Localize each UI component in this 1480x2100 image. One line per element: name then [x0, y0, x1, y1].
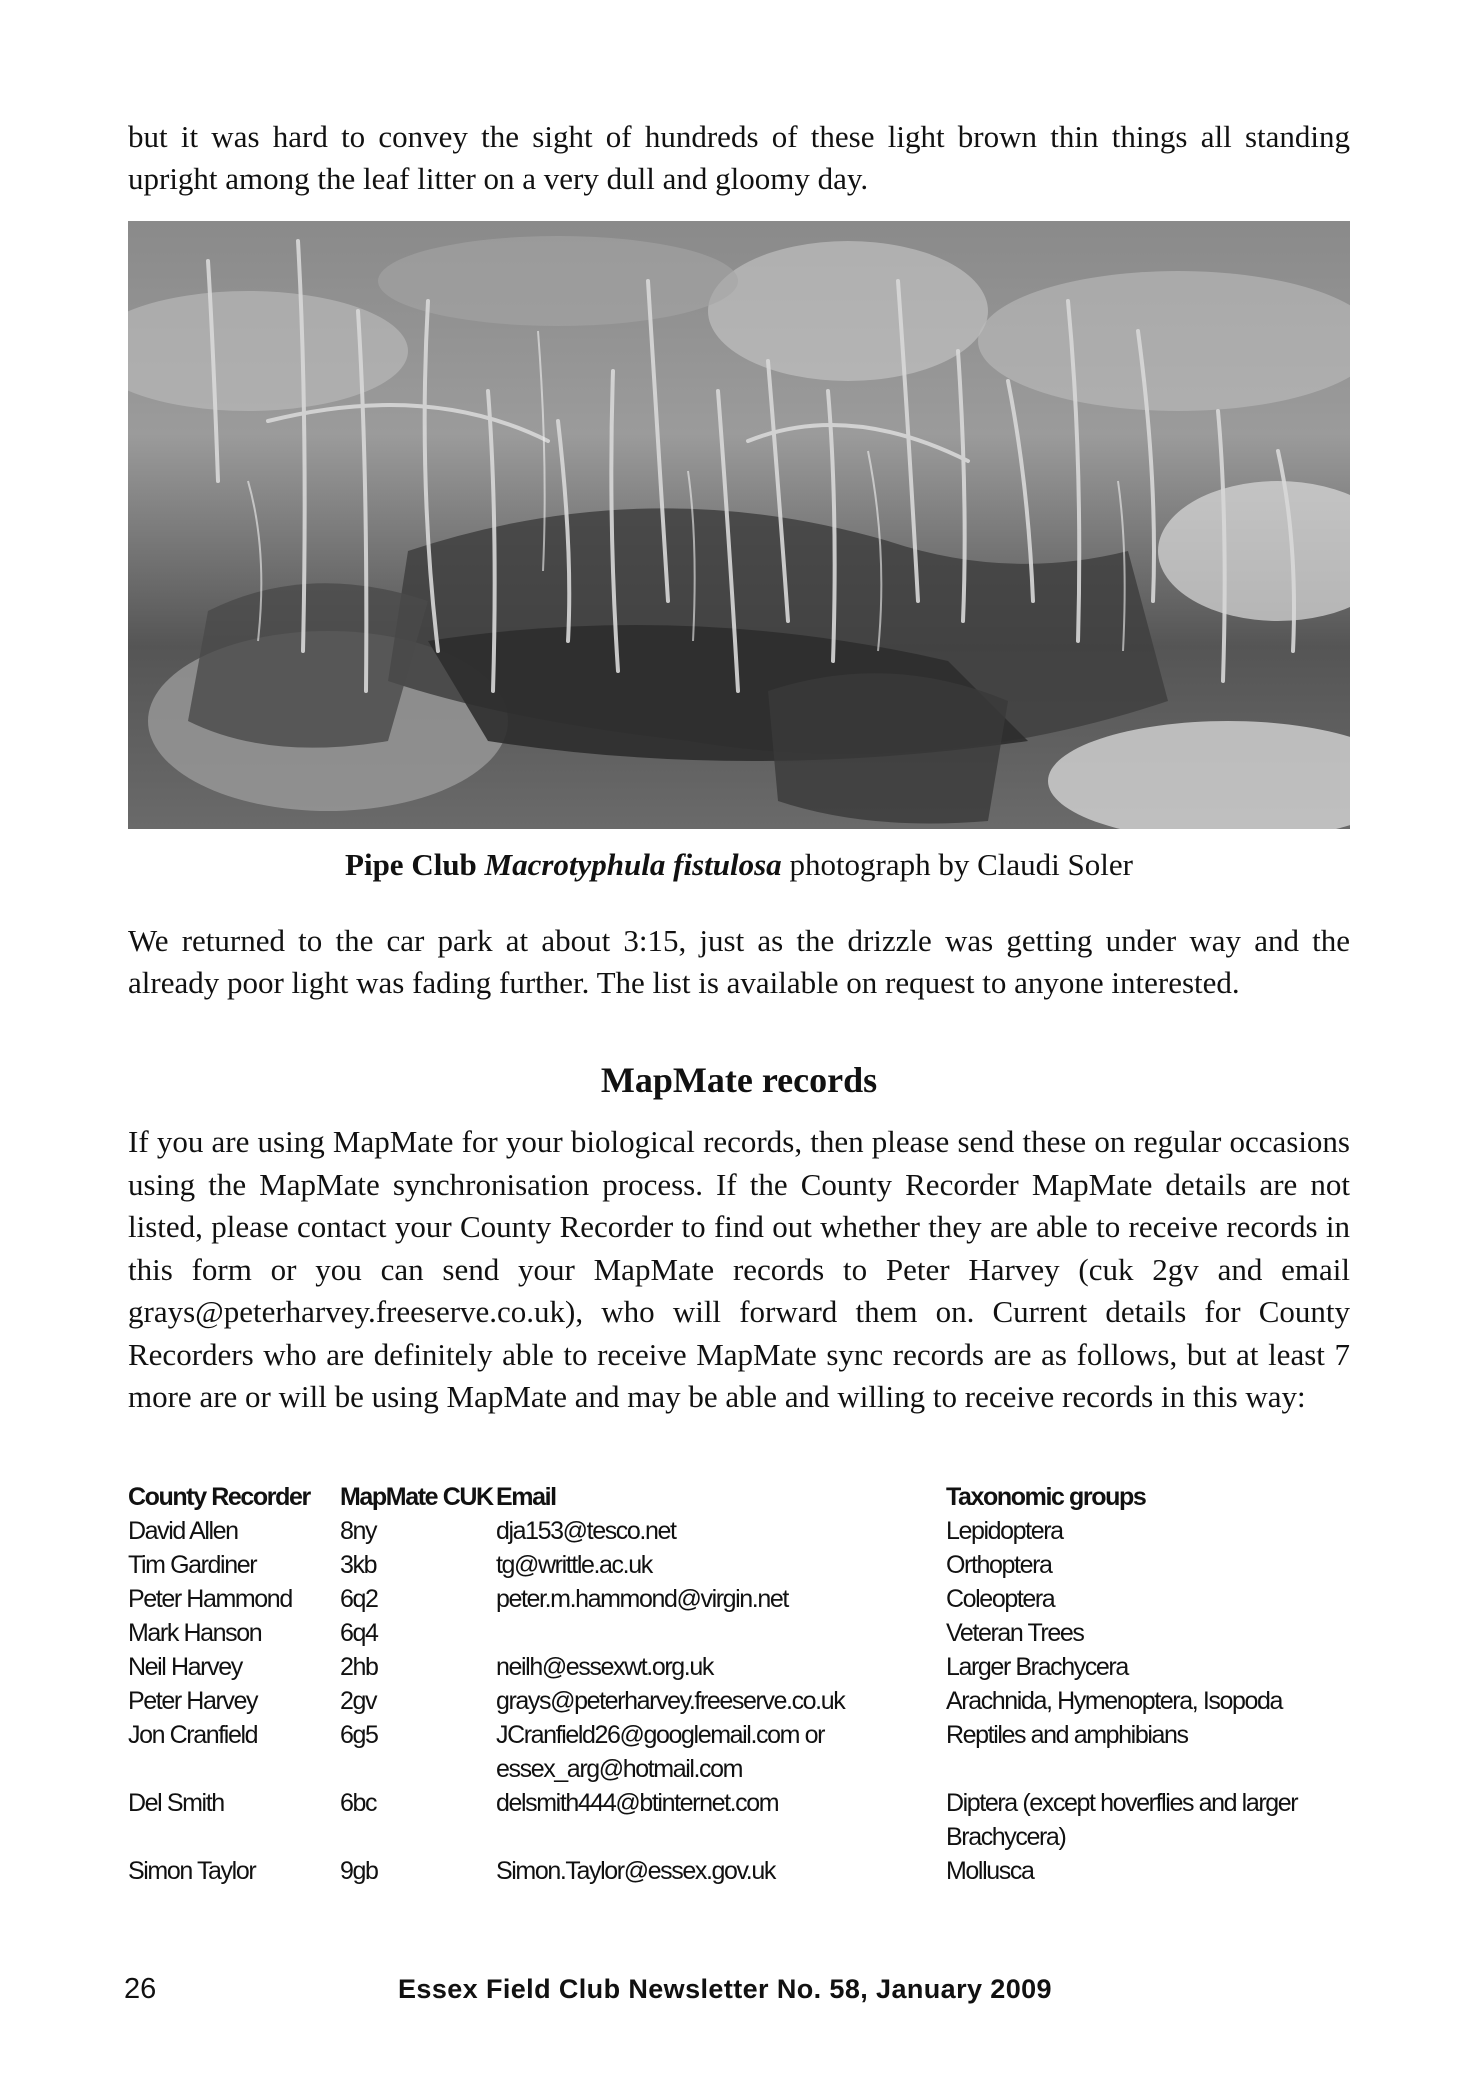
returned-paragraph: We returned to the car park at about 3:15, just as the drizzle was getting under way and the already poor light was fading further. The list is available on request to anyone interested. [128, 923, 1350, 1000]
cell-recorder: Mark Hanson [128, 1619, 262, 1647]
header-county-recorder: County Recorder [128, 1483, 310, 1511]
header-email: Email [496, 1483, 556, 1511]
header-mapmate-cuk: MapMate CUK [340, 1483, 493, 1511]
cell-email[interactable]: grays@peterharvey.freeserve.co.uk [496, 1687, 845, 1715]
cell-cuk: 2gv [340, 1687, 377, 1715]
cell-cuk: 6q2 [340, 1585, 378, 1613]
cell-recorder: Neil Harvey [128, 1653, 242, 1681]
cell-groups: Reptiles and amphibians [946, 1721, 1188, 1749]
table-row [128, 1514, 1366, 1548]
cell-cuk: 8ny [340, 1517, 377, 1545]
table-row [128, 1616, 1366, 1650]
cell-email [496, 1616, 946, 1650]
cell-email[interactable]: tg@writtle.ac.uk [496, 1551, 652, 1579]
cell-recorder: Peter Hammond [128, 1585, 292, 1613]
footer-title: Essex Field Club Newsletter No. 58, January 2009 [398, 1974, 1052, 2004]
cell-groups: Lepidoptera [946, 1517, 1063, 1545]
photo-macrotyphula-fistulosa [128, 221, 1350, 829]
cell-groups: Larger Brachycera [946, 1653, 1128, 1681]
cell-recorder: Simon Taylor [128, 1857, 256, 1885]
cell-groups: Veteran Trees [946, 1619, 1084, 1647]
caption-species: Macrotyphula fistulosa [484, 847, 782, 882]
table-row [128, 1684, 1366, 1718]
photo-caption [128, 845, 1350, 885]
header-taxonomic-groups: Taxonomic groups [946, 1483, 1146, 1511]
recorders-table [128, 1480, 1366, 1888]
table-header-row [128, 1480, 1366, 1514]
cell-cuk: 6q4 [340, 1619, 378, 1647]
cell-recorder: Jon Cranfield [128, 1721, 258, 1749]
mapmate-paragraph: If you are using MapMate for your biological records, then please send these on regular occasions using the MapMate synchronisation process. If the County Recorder MapMate details are not listed, please contact your County Recorder to find out whether they are able to receive records in this form or you can send your MapMate records to Peter Harvey (cuk 2gv and email grays@peterharvey.freeserve.co.uk), who will forward them on. Current details for County Recorders who are definitely able to receive MapMate sync records are as follows, but at least 7 more are or will be using MapMate and may be able and willing to receive records in this way: [128, 1124, 1350, 1414]
cell-email[interactable]: delsmith444@btinternet.com [496, 1789, 779, 1817]
cell-cuk: 6bc [340, 1789, 377, 1817]
cell-groups: Arachnida, Hymenoptera, Isopoda [946, 1687, 1282, 1715]
cell-email[interactable]: JCranfield26@googlemail.com or essex_arg@hotmail.com [496, 1721, 824, 1783]
cell-recorder: Tim Gardiner [128, 1551, 257, 1579]
table-row [128, 1650, 1366, 1684]
cell-email[interactable]: neilh@essexwt.org.uk [496, 1653, 713, 1681]
page-number: 26 [124, 1973, 157, 2005]
cell-email[interactable]: peter.m.hammond@virgin.net [496, 1585, 788, 1613]
table-row [128, 1548, 1366, 1582]
cell-groups: Coleoptera [946, 1585, 1055, 1613]
intro-paragraph: but it was hard to convey the sight of hundreds of these light brown thin things all standing upright among the leaf litter on a very dull and gloomy day. [128, 119, 1350, 196]
cell-cuk: 6g5 [340, 1721, 378, 1749]
section-heading: MapMate records [600, 1060, 878, 1100]
cell-recorder: David Allen [128, 1517, 238, 1545]
table-row [128, 1582, 1366, 1616]
cell-groups: Diptera (except hoverflies and larger Brachycera) [946, 1789, 1298, 1851]
cell-email[interactable]: Simon.Taylor@essex.gov.uk [496, 1857, 775, 1885]
caption-suffix: photograph by Claudi Soler [781, 847, 1133, 882]
photo-graphic [128, 221, 1350, 829]
cell-cuk: 2hb [340, 1653, 378, 1681]
cell-cuk: 9gb [340, 1857, 378, 1885]
cell-groups: Orthoptera [946, 1551, 1052, 1579]
cell-recorder: Del Smith [128, 1789, 224, 1817]
caption-prefix: Pipe Club [345, 847, 485, 882]
cell-email[interactable]: dja153@tesco.net [496, 1517, 676, 1545]
table-row [128, 1786, 1366, 1854]
table-row [128, 1718, 1366, 1786]
cell-recorder: Peter Harvey [128, 1687, 258, 1715]
table-row [128, 1854, 1366, 1888]
cell-groups: Mollusca [946, 1857, 1034, 1885]
cell-cuk: 3kb [340, 1551, 377, 1579]
